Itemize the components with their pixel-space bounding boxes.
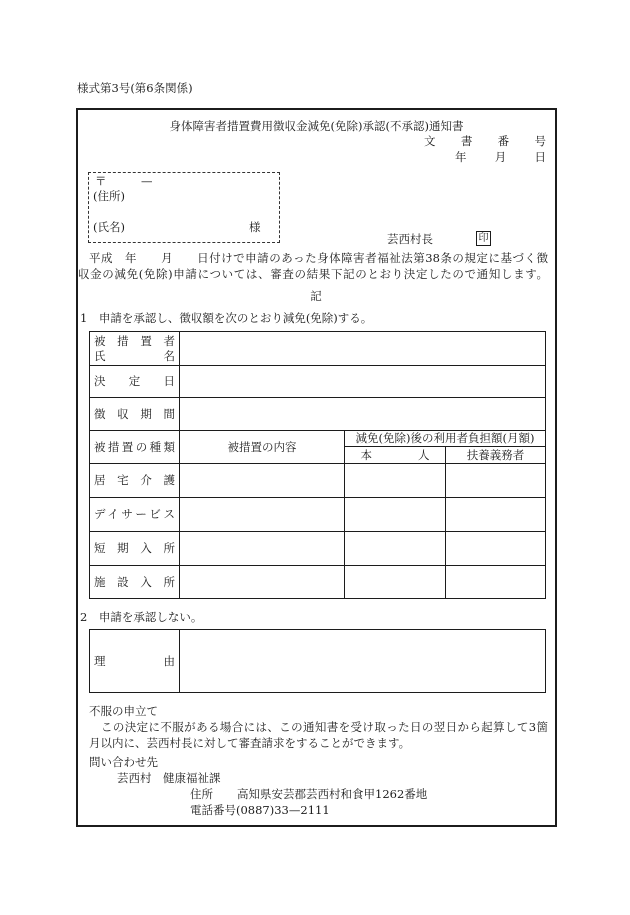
issue-date-label: 年 月 日 — [455, 150, 546, 164]
service-type-header-label: 被措置の種類 — [94, 439, 175, 454]
service-label-short-stay: 短期入所 — [94, 541, 175, 555]
table-row — [90, 566, 546, 599]
recipient-label-cell — [90, 332, 180, 366]
contact-address-label: 住所 — [190, 787, 213, 801]
table-row — [90, 366, 546, 398]
recipient-honorific: 様 — [249, 220, 261, 234]
appeal-line-1: この決定に不服がある場合には、この通知書を受け取った日の翌日から起算して3箇 — [101, 720, 548, 734]
self-burden-field — [345, 464, 446, 498]
approval-table — [89, 331, 546, 599]
table-row — [90, 630, 546, 693]
recipient-label-line-2: 氏名 — [94, 348, 175, 363]
service-content-field — [180, 464, 345, 498]
decision-date-field — [180, 366, 546, 398]
collection-period-label-cell — [90, 398, 180, 431]
self-burden-field — [345, 498, 446, 532]
contact-heading: 問い合わせ先 — [89, 755, 158, 769]
service-type-header — [90, 431, 180, 464]
self-burden-field — [345, 566, 446, 599]
self-burden-field — [345, 532, 446, 566]
service-label-cell — [90, 464, 180, 498]
service-label-home-care: 居宅介護 — [94, 473, 175, 487]
recipient-address-label: (住所) — [93, 189, 125, 203]
service-content-field — [180, 532, 345, 566]
service-label-cell — [90, 498, 180, 532]
table-row — [90, 532, 546, 566]
service-label-facility: 施設入所 — [94, 574, 175, 589]
postal-code-line: 〒 — — [95, 174, 153, 188]
service-content-field — [180, 498, 345, 532]
supporter-header: 扶養義務者 — [446, 447, 546, 464]
table-row — [90, 498, 546, 532]
document-number-label: 文書番号 — [424, 134, 546, 148]
contact-department: 芸西村 健康福祉課 — [117, 771, 221, 785]
service-label-cell — [90, 566, 180, 599]
decision-date-label-cell — [90, 366, 180, 398]
appeal-line-2: 月以内に、芸西村長に対して審査請求をすることができます。 — [89, 736, 411, 750]
service-content-field — [180, 566, 345, 599]
contact-address: 高知県安芸郡芸西村和食甲1262番地 — [237, 787, 428, 801]
reason-label: 理由 — [94, 653, 175, 668]
service-label-day-service: デイサービス — [94, 507, 175, 521]
recipient-name-field — [180, 332, 546, 366]
notice-title: 身体障害者措置費用徴収金減免(免除)承認(不承認)通知書 — [169, 119, 464, 133]
supporter-burden-field — [446, 464, 546, 498]
self-header — [345, 447, 446, 464]
burden-amount-header: 減免(免除)後の利用者負担額(月額) — [345, 431, 546, 447]
issuer-name: 芸西村長 — [387, 232, 433, 246]
body-line-1: 平成 年 月 日付けで申請のあった身体障害者福祉法第38条の規定に基づく徴 — [89, 251, 548, 265]
table-header-row — [90, 431, 546, 447]
supporter-burden-field — [446, 498, 546, 532]
rejection-table — [89, 629, 546, 693]
supporter-burden-field — [446, 566, 546, 599]
contact-phone: 電話番号(0887)33—2111 — [190, 803, 330, 817]
table-row — [90, 398, 546, 431]
appeal-heading: 不服の申立て — [89, 704, 158, 718]
recipient-label-line-1: 被措置者 — [94, 333, 175, 348]
supporter-burden-field — [446, 532, 546, 566]
collection-period-field — [180, 398, 546, 431]
table-row — [90, 332, 546, 366]
seal-stamp-icon: 印 — [476, 231, 491, 246]
service-content-header: 被措置の内容 — [180, 431, 345, 464]
form-number: 様式第3号(第6条関係) — [77, 81, 193, 95]
section-2-heading: 2 申請を承認しない。 — [80, 610, 203, 624]
body-line-2: 収金の減免(免除)申請については、審査の結果下記のとおり決定したので通知します。 — [78, 267, 548, 281]
reason-label-cell — [90, 630, 180, 693]
table-row — [90, 464, 546, 498]
reason-field — [180, 630, 546, 693]
recipient-name-label: (氏名) — [93, 220, 125, 234]
self-header-label: 本人 — [360, 447, 430, 462]
decision-date-label: 決定日 — [94, 374, 175, 388]
collection-period-label: 徴収期間 — [94, 406, 175, 421]
ki-heading: 記 — [310, 289, 322, 303]
section-1-heading: 1 申請を承認し、徴収額を次のとおり減免(免除)する。 — [80, 311, 373, 325]
service-label-cell — [90, 532, 180, 566]
